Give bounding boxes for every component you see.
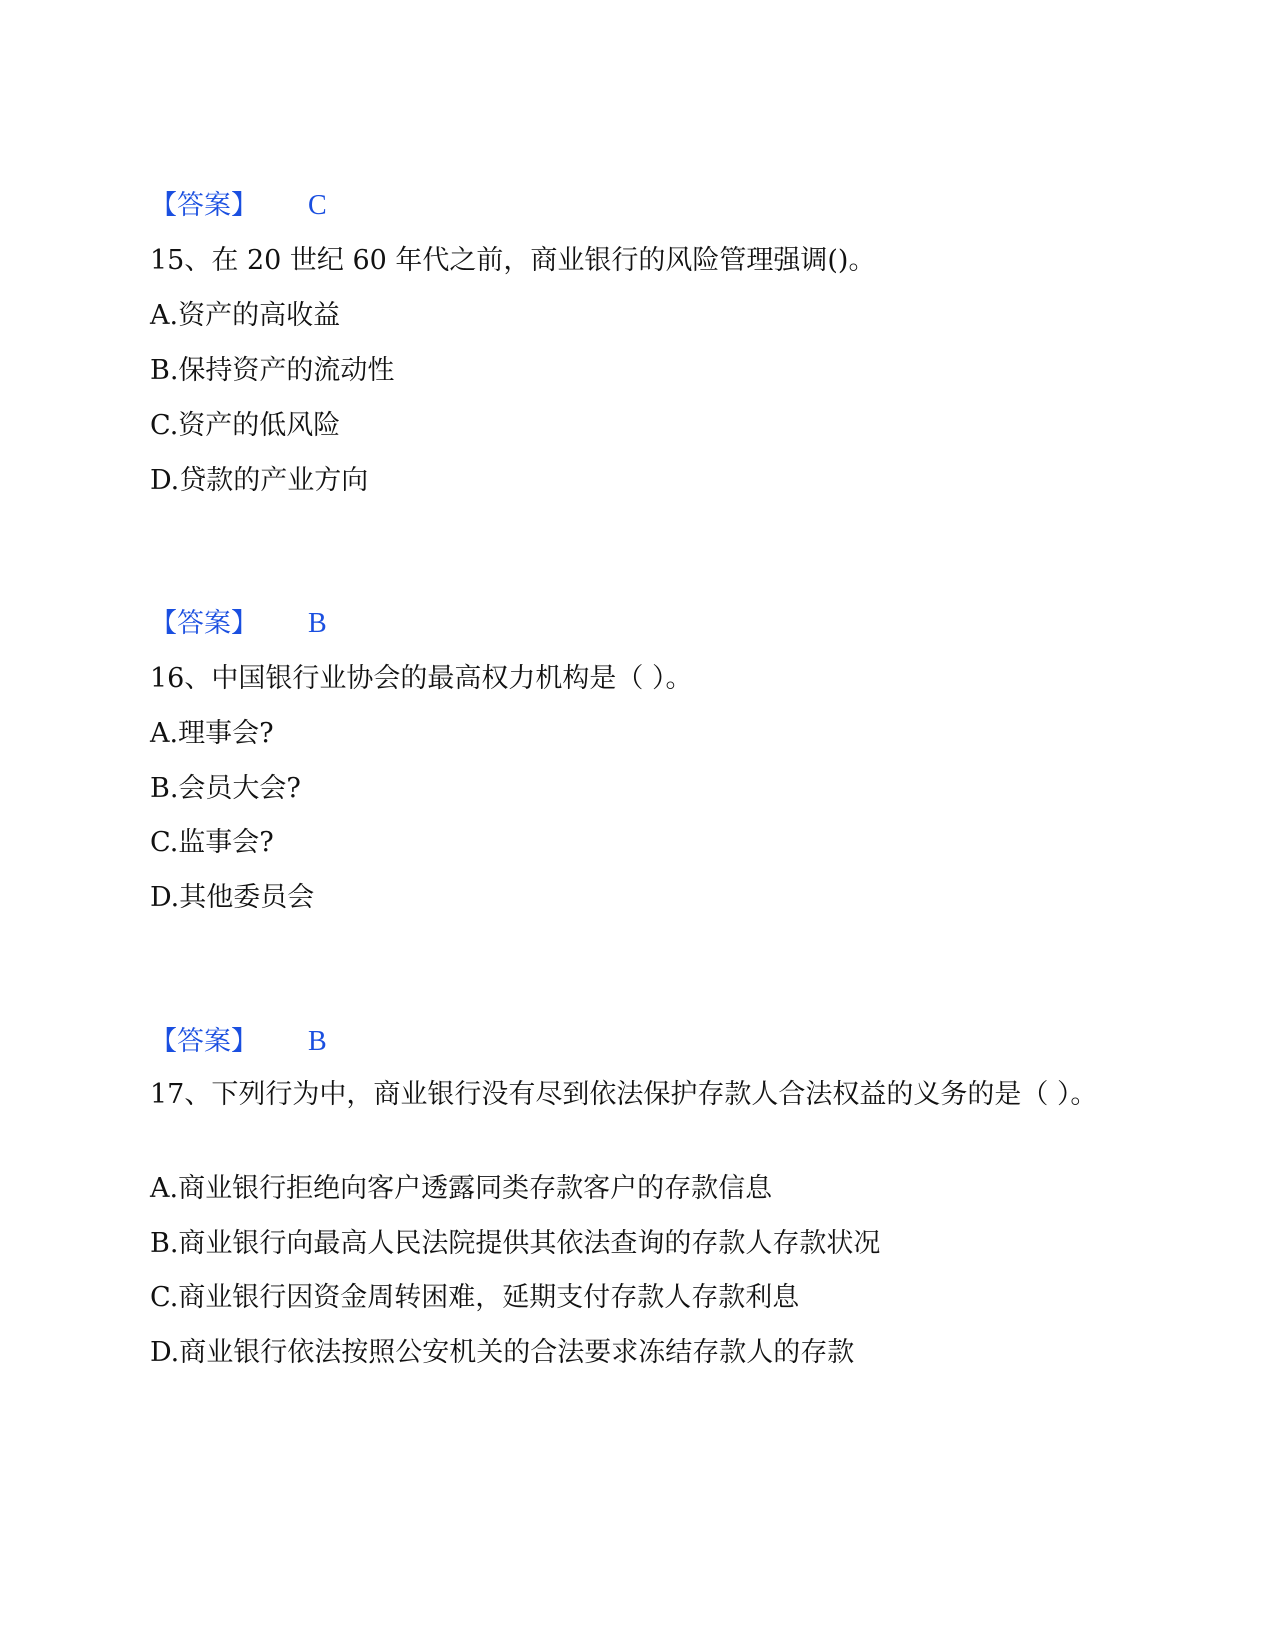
question-17-option-b: B.商业银行向最高人民法院提供其依法查询的存款人存款状况 xyxy=(150,1228,881,1259)
answer-label: 【答案】 xyxy=(150,608,258,639)
question-15-text: 15、在 20 世纪 60 年代之前，商业银行的风险管理强调()。 xyxy=(150,245,876,276)
question-16-option-a: A.理事会? xyxy=(150,718,274,749)
question-17-option-a: A.商业银行拒绝向客户透露同类存款客户的存款信息 xyxy=(150,1173,773,1204)
question-16-text: 16、中国银行业协会的最高权力机构是（ ）。 xyxy=(150,663,693,694)
question-15-option-c: C.资产的低风险 xyxy=(150,410,341,441)
answer-line-14 xyxy=(150,188,327,224)
question-15-option-a: A.资产的高收益 xyxy=(150,300,341,331)
answer-label: 【答案】 xyxy=(150,1026,258,1057)
question-16-option-b: B.会员大会? xyxy=(150,773,301,804)
question-15-option-d: D.贷款的产业方向 xyxy=(150,465,369,496)
answer-value: B xyxy=(308,608,327,639)
question-17-option-d: D.商业银行依法按照公安机关的合法要求冻结存款人的存款 xyxy=(150,1337,855,1368)
answer-value: B xyxy=(308,1026,327,1057)
answer-line-15 xyxy=(150,606,327,642)
answer-line-16 xyxy=(150,1024,327,1060)
question-16-option-d: D.其他委员会 xyxy=(150,882,315,913)
question-17-option-c: C.商业银行因资金周转困难，延期支付存款人存款利息 xyxy=(150,1282,800,1313)
question-15-option-b: B.保持资产的流动性 xyxy=(150,355,395,386)
question-17-text: 17、下列行为中，商业银行没有尽到依法保护存款人合法权益的义务的是（ ）。 xyxy=(150,1079,1098,1110)
answer-label: 【答案】 xyxy=(150,190,258,221)
question-16-option-c: C.监事会? xyxy=(150,827,274,858)
answer-value: C xyxy=(308,190,327,221)
